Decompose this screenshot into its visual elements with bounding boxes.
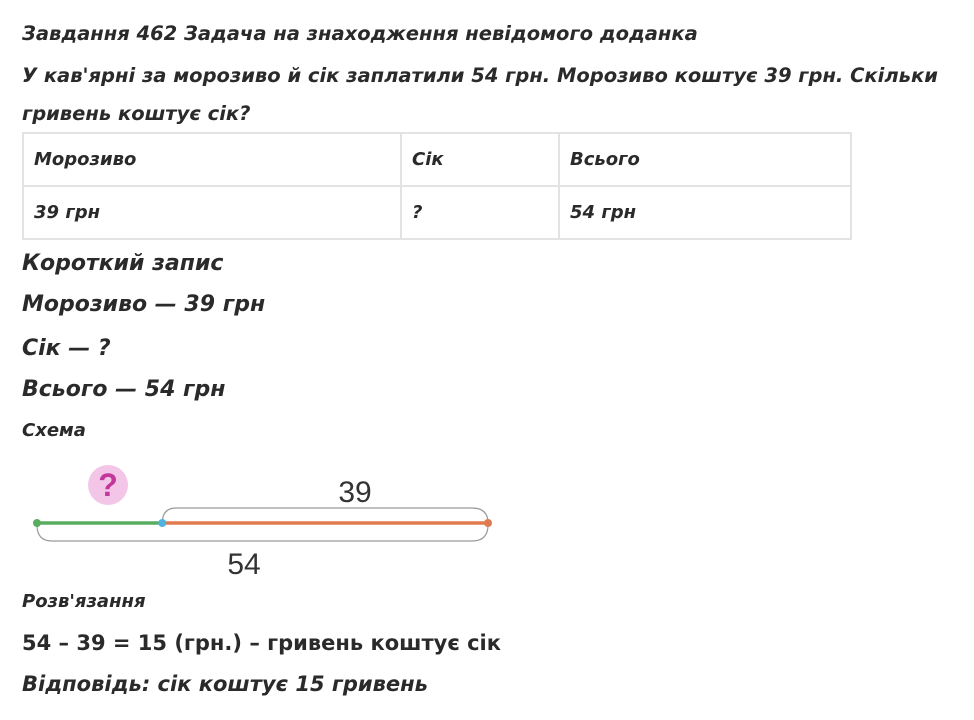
table-header-cell: Всього [559, 133, 851, 186]
problem-text-line-2: гривень коштує сік? [22, 102, 251, 125]
segment-end-point [484, 519, 492, 527]
short-note-line: Всього — 54 грн [22, 377, 226, 402]
segment-divider-point [158, 519, 166, 527]
short-note-line: Морозиво — 39 грн [22, 292, 266, 317]
part-brace [162, 508, 488, 523]
problem-text-line-1: У кав'ярні за морозиво й сік заплатили 54 грн. Морозиво коштує 39 грн. Скільки [22, 64, 938, 87]
scheme-heading: Схема [22, 420, 86, 441]
table-header-cell: Морозиво [23, 133, 401, 186]
task-title: Завдання 462 Задача на знаходження невідомого доданка [22, 22, 698, 45]
question-mark-label: ? [98, 467, 118, 503]
answer-text: Відповідь: сік коштує 15 гривень [22, 672, 428, 696]
table-row [23, 186, 851, 239]
segment-scheme [22, 450, 502, 585]
table-cell: 39 грн [23, 186, 401, 239]
total-brace [37, 525, 488, 541]
table-header-row [23, 133, 851, 186]
total-label: 54 [227, 548, 261, 581]
short-note-line: Сік — ? [22, 336, 111, 361]
table-header-cell: Сік [401, 133, 559, 186]
part-label: 39 [338, 476, 372, 509]
segment-start-point [33, 519, 41, 527]
table-cell: 54 грн [559, 186, 851, 239]
solution-equation: 54 – 39 = 15 (грн.) – гривень коштує сік [22, 631, 501, 655]
solution-heading: Розв'язання [22, 591, 146, 612]
short-note-heading: Короткий запис [22, 251, 224, 276]
data-table [22, 132, 852, 240]
table-cell: ? [401, 186, 559, 239]
